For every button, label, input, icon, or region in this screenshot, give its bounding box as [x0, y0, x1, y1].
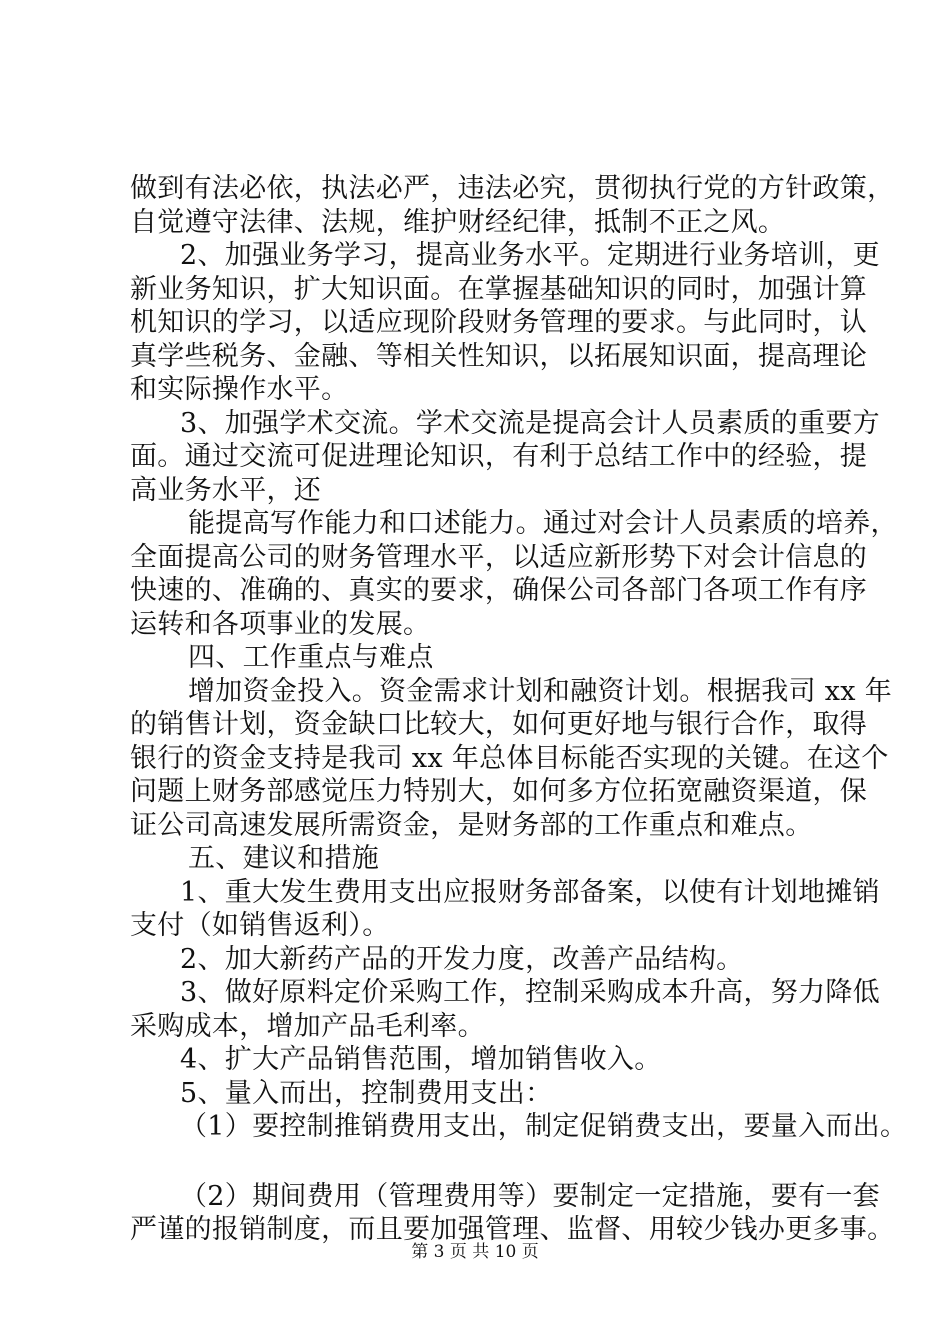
- text-line: 全面提高公司的财务管理水平，以适应新形势下对会计信息的: [130, 541, 868, 573]
- text-line: 高业务水平，还: [130, 474, 322, 506]
- text-line: 3、加强学术交流。学术交流是提高会计人员素质的重要方: [180, 407, 880, 439]
- text-line: 1、重大发生费用支出应报财务部备案，以使有计划地摊销: [180, 876, 880, 908]
- text-line: 做到有法必依，执法必严，违法必究，贯彻执行党的方针政策，: [130, 173, 895, 204]
- text-line: 的销售计划，资金缺口比较大，如何更好地与银行合作，取得: [130, 709, 868, 740]
- text-line: 采购成本，增加产品毛利率。: [130, 1010, 485, 1042]
- section-heading: 五、建议和措施: [188, 843, 380, 874]
- text-line: 机知识的学习，以适应现阶段财务管理的要求。与此同时，认: [130, 307, 868, 338]
- text-line: 增加资金投入。资金需求计划和融资计划。根据我司 xx 年: [188, 675, 893, 707]
- paragraph-gap: [130, 1144, 840, 1180]
- section-heading: 四、工作重点与难点: [188, 642, 434, 673]
- text-line: 快速的、准确的、真实的要求，确保公司各部门各项工作有序: [130, 575, 868, 606]
- text-line: 证公司高速发展所需资金，是财务部的工作重点和难点。: [130, 809, 813, 841]
- text-line: 严谨的报销制度，而且要加强管理、监督、用较少钱办更多事。: [130, 1214, 895, 1245]
- text-line: 4、扩大产品销售范围，增加销售收入。: [180, 1044, 662, 1075]
- text-line: 问题上财务部感觉压力特别大，如何多方位拓宽融资渠道，保: [130, 776, 868, 807]
- text-line: 面。通过交流可促进理论知识，有利于总结工作中的经验，提: [130, 441, 868, 472]
- text-line: 自觉遵守法律、法规，维护财经纪律，抵制不正之风。: [130, 206, 786, 238]
- text-line: 2、加大新药产品的开发力度，改善产品结构。: [180, 943, 744, 975]
- text-line: 5、量入而出，控制费用支出：: [180, 1077, 553, 1109]
- text-line: 银行的资金支持是我司 xx 年总体目标能否实现的关键。在这个: [130, 742, 889, 774]
- text-line: 运转和各项事业的发展。: [130, 608, 431, 640]
- page-number: 第 3 页 共 10 页: [411, 1242, 539, 1262]
- text-line: 3、做好原料定价采购工作，控制采购成本升高，努力降低: [180, 977, 880, 1008]
- document-body: [130, 172, 908, 1247]
- text-line: 真学些税务、金融、等相关性知识，以拓展知识面，提高理论: [130, 340, 868, 372]
- text-line: 新业务知识，扩大知识面。在掌握基础知识的同时，加强计算: [130, 273, 868, 305]
- text-line: （2）期间费用（管理费用等）要制定一定措施，要有一套: [180, 1180, 880, 1212]
- text-line: 和实际操作水平。: [130, 374, 349, 405]
- text-line: 2、加强业务学习，提高业务水平。定期进行业务培训，更: [180, 240, 880, 271]
- text-line: 能提高写作能力和口述能力。通过对会计人员素质的培养，: [188, 508, 898, 539]
- text-line: 支付（如销售返利）。: [130, 910, 390, 941]
- text-line: （1）要控制推销费用支出，制定促销费支出，要量入而出。: [180, 1111, 908, 1142]
